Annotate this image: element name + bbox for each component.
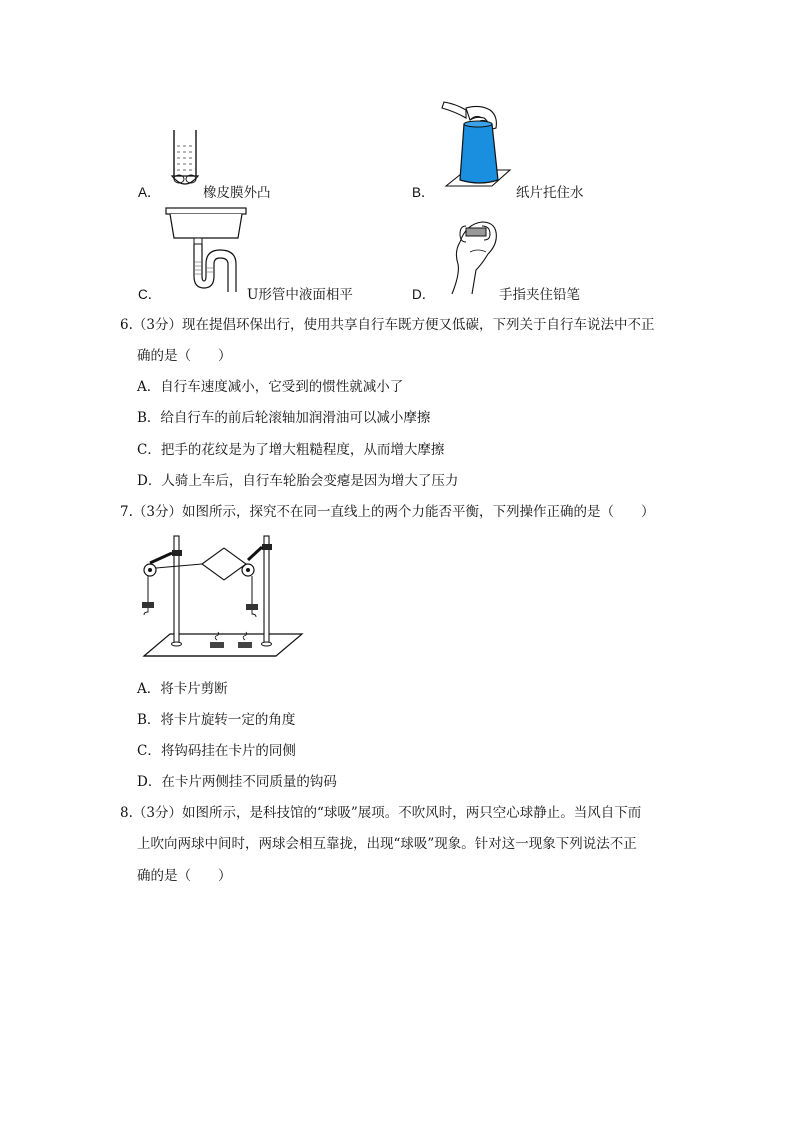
figure-cup-paper-water: [436, 100, 516, 192]
q8-stem-line1: 8.（3分）如图所示，是科技馆的“球吸”展项。不吹风时，两只空心球静止。当风自下而: [120, 805, 642, 821]
q5-option-d-letter[interactable]: D．: [412, 287, 436, 302]
q7-option-c[interactable]: C．将钩码挂在卡片的同侧: [137, 743, 296, 759]
figure-test-tube-membrane: [166, 128, 206, 190]
q8-stem-line3: 确的是（ ）: [137, 868, 232, 884]
q6-stem-line2: 确的是（ ）: [137, 348, 232, 364]
q6-option-c[interactable]: C．把手的花纹是为了增大粗糙程度，从而增大摩擦: [137, 442, 445, 458]
figure-sink-u-tube: [164, 206, 250, 298]
q5-option-c-caption: U形管中液面相平: [247, 287, 353, 303]
q5-option-a-letter[interactable]: A．: [138, 185, 161, 200]
q6-option-d[interactable]: D．人骑上车后，自行车轮胎会变瘪是因为增大了压力: [137, 473, 459, 489]
figure-fingers-pencil: [436, 212, 502, 296]
figure-card-balance-apparatus: [130, 530, 310, 662]
q5-option-a-caption: 橡皮膜外凸: [203, 185, 271, 201]
q5-option-c-letter[interactable]: C．: [138, 287, 162, 302]
q7-option-d[interactable]: D．在卡片两侧挂不同质量的钩码: [137, 774, 337, 790]
q5-option-b-caption: 纸片托住水: [516, 185, 584, 201]
q8-stem-line2: 上吹向两球中间时，两球会相互靠拢，出现“球吸”现象。针对这一现象下列说法不正: [137, 836, 637, 852]
q6-stem-line1: 6.（3分）现在提倡环保出行，使用共享自行车既方便又低碳，下列关于自行车说法中不正: [120, 317, 655, 333]
q5-option-b-letter[interactable]: B．: [412, 185, 435, 200]
q5-option-d-caption: 手指夹住铅笔: [499, 287, 580, 303]
q7-option-b[interactable]: B．将卡片旋转一定的角度: [137, 712, 296, 728]
q6-option-b[interactable]: B．给自行车的前后轮滚轴加润滑油可以减小摩擦: [137, 410, 431, 426]
q6-option-a[interactable]: A．自行车速度减小，它受到的惯性就减小了: [137, 379, 404, 395]
q7-stem-line1: 7.（3分）如图所示，探究不在同一直线上的两个力能否平衡，下列操作正确的是（ ）: [120, 504, 655, 520]
q7-option-a[interactable]: A．将卡片剪断: [137, 681, 228, 697]
